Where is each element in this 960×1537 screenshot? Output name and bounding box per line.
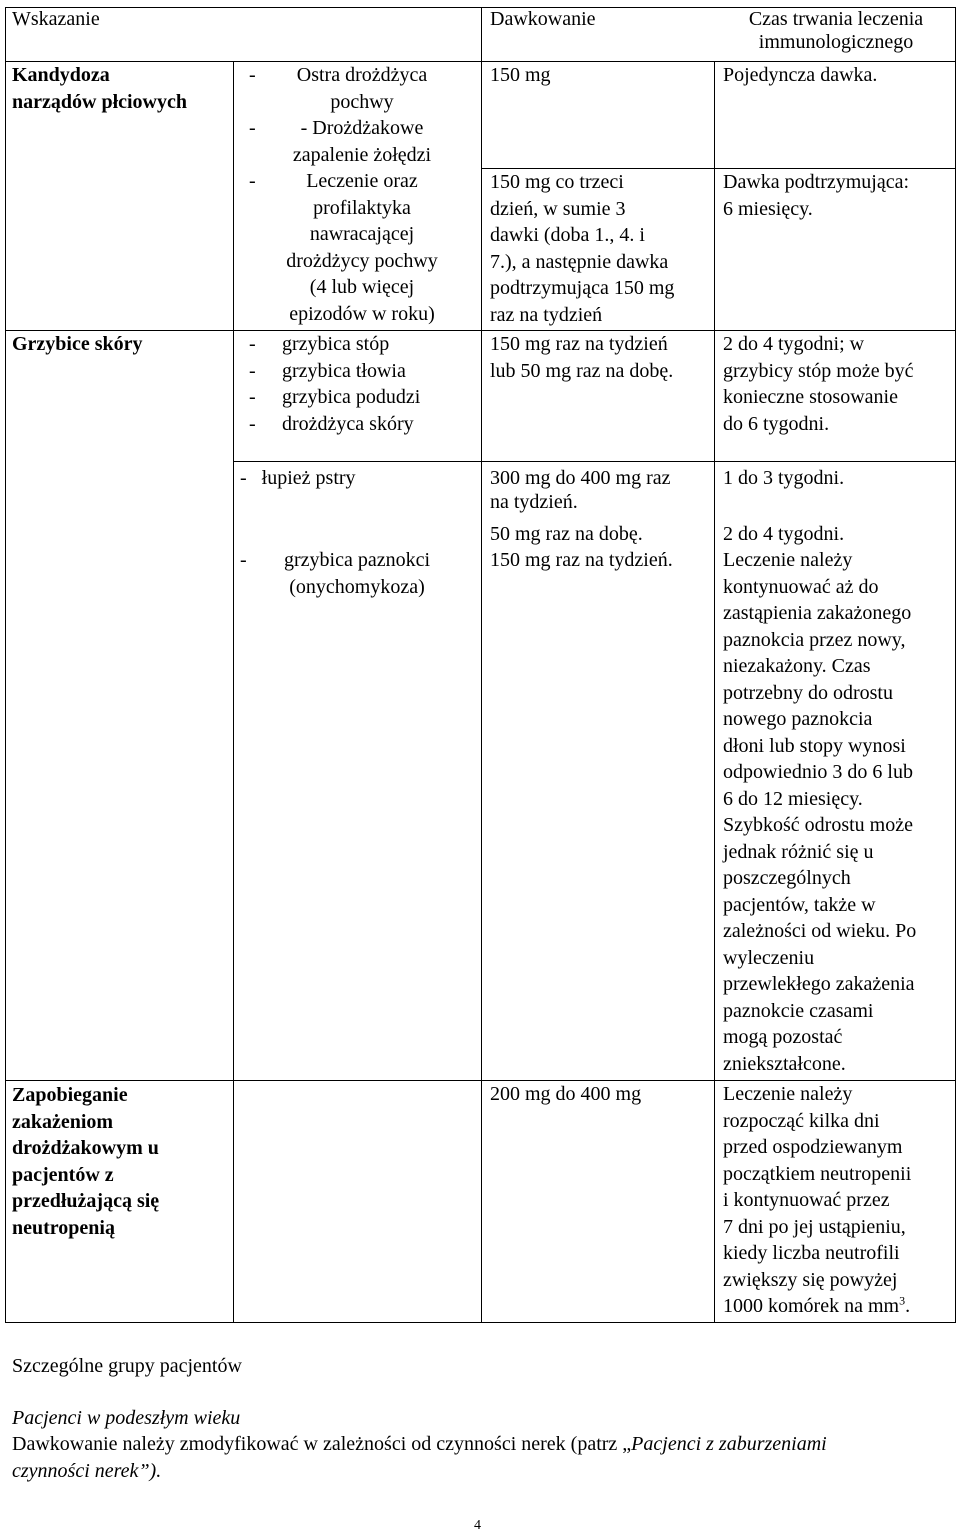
genital-dose-2-line: 150 mg co trzeci — [490, 171, 624, 193]
special-text-part2: ”). — [138, 1459, 162, 1482]
list-item-line: epizodów w roku) — [289, 302, 435, 325]
list-item-text: drożdżyca skóry — [282, 412, 414, 435]
group-genital-line: narządów płciowych — [12, 90, 187, 113]
prevention-duration-line: i kontynuować przez — [723, 1189, 890, 1211]
onycho-duration-line: przewlekłego zakażenia — [723, 973, 915, 995]
pityriasis-item — [240, 465, 356, 492]
pityriasis-duration-1: 1 do 3 tygodni. — [723, 467, 845, 489]
superscript: 3 — [899, 1293, 906, 1308]
list-dash: - — [240, 549, 247, 571]
onycho-duration — [723, 547, 916, 1077]
pityriasis-dose-line: na tydzień. — [490, 490, 578, 513]
genital-dose-1: 150 mg — [490, 64, 551, 86]
onycho-duration-line: jednak różnić się u — [723, 840, 874, 863]
onycho-duration-line: odpowiednio 3 do 6 lub — [723, 761, 913, 783]
list-item-line: drożdżycy pochwy — [286, 249, 438, 272]
header-duration — [720, 6, 952, 55]
special-text-italic1: Pacjenci z zaburzeniami — [631, 1433, 827, 1455]
skin-duration-line: grzybicy stóp może być — [723, 359, 914, 382]
onycho-duration-line: zniekształcone. — [723, 1052, 846, 1075]
list-item-text: grzybica stóp — [282, 333, 390, 355]
prevention-duration-line: Leczenie należy — [723, 1083, 853, 1105]
onycho-duration-line: kontynuować aż do — [723, 575, 879, 598]
skin-dose — [490, 331, 673, 384]
pityriasis-dose-1 — [490, 465, 671, 515]
prevention-duration-last-line — [723, 1293, 911, 1320]
skin-dose-line: 150 mg raz na tydzień — [490, 333, 668, 355]
pityriasis-duration-2: 2 do 4 tygodni. — [723, 523, 845, 545]
prevention-duration-line: przed ospodziewanym — [723, 1136, 903, 1158]
list-dash: - — [249, 64, 256, 86]
group-prevention-line: przedłużającą się — [12, 1190, 160, 1212]
list-dash: - — [249, 170, 256, 192]
onycho-duration-line: dłoni lub stopy wynosi — [723, 734, 906, 757]
page-number: 4 — [474, 1518, 481, 1533]
onycho-duration-line: wyleczeniu — [723, 946, 815, 969]
genital-dose-2-line: raz na tydzień — [490, 303, 603, 326]
prevention-duration — [723, 1081, 911, 1320]
prevention-duration-last: 1000 komórek na mm — [723, 1295, 900, 1317]
skin-duration — [723, 331, 914, 437]
pityriasis-label: łupież pstry — [261, 467, 356, 489]
list-item-line: profilaktyka — [313, 196, 411, 219]
onycho-duration-line: zastąpienia zakażonego — [723, 602, 912, 624]
skin-duration-line: 2 do 4 tygodni; w — [723, 333, 865, 355]
genital-dose-2 — [490, 169, 674, 328]
list-dash: - — [249, 386, 256, 408]
group-skin: Grzybice skóry — [12, 333, 143, 355]
list-dash: - — [249, 333, 256, 355]
group-prevention-line: zakażeniom — [12, 1110, 114, 1133]
list-dash: - — [249, 117, 256, 139]
special-text-italic2: czynności nerek — [12, 1459, 139, 1482]
onycho-line: grzybica paznokci — [283, 549, 431, 571]
genital-duration-2-line: Dawka podtrzymująca: — [723, 171, 910, 193]
onycho-line: (onychomykoza) — [289, 575, 425, 598]
genital-dose-2-line: 7.), a następnie dawka — [490, 250, 669, 273]
onycho-duration-line: niezakażony. Czas — [723, 655, 871, 677]
list-item-text: grzybica podudzi — [282, 386, 421, 408]
prevention-duration-line: rozpocząć kilka dni — [723, 1109, 880, 1132]
list-item-line: (4 lub więcej — [309, 276, 415, 298]
onycho-duration-line: potrzebny do odrostu — [723, 681, 893, 704]
prevention-dose: 200 mg do 400 mg — [490, 1083, 642, 1105]
special-heading: Szczególne grupy pacjentów — [12, 1355, 242, 1377]
genital-duration-2-line: 6 miesięcy. — [723, 197, 813, 220]
header-dosage: Dawkowanie — [490, 8, 596, 30]
prevention-duration-line: początkiem neutropenii — [723, 1162, 912, 1185]
genital-dose-2-line: podtrzymująca 150 mg — [490, 277, 675, 299]
list-item-line: pochwy — [330, 90, 394, 113]
genital-dose-2-line: dzień, w sumie 3 — [490, 197, 626, 220]
onycho-duration-line: zależności od wieku. Po — [723, 920, 917, 942]
pityriasis-dose-2: 50 mg raz na dobę. — [490, 523, 643, 545]
genital-duration-2 — [723, 169, 909, 222]
list-item-line: Ostra drożdżyca — [296, 64, 428, 86]
group-prevention-line: Zapobieganie — [12, 1084, 128, 1106]
onycho-duration-line: 6 do 12 miesięcy. — [723, 787, 863, 810]
special-text-part1: Dawkowanie należy zmodyfikować w zależności od czynności nerek (patrz „ — [12, 1433, 632, 1455]
group-prevention-line: pacjentów z — [12, 1163, 114, 1186]
genital-dose-2-line: dawki (doba 1., 4. i — [490, 224, 645, 246]
onycho-duration-line: poszczególnych — [723, 867, 851, 889]
onycho-duration-line: paznokcia przez nowy, — [723, 628, 906, 651]
group-prevention — [12, 1082, 159, 1241]
prevention-duration-end: . — [905, 1295, 911, 1317]
group-prevention-line: neutropenią — [12, 1216, 115, 1239]
onycho-dose: 150 mg raz na tydzień. — [490, 549, 673, 571]
list-dash: - — [249, 359, 256, 382]
list-dash: - — [240, 467, 247, 489]
onycho-duration-line: pacjentów, także w — [723, 893, 876, 916]
list-item-line: zapalenie żołędzi — [292, 143, 432, 166]
special-subheading: Pacjenci w podeszłym wieku — [12, 1407, 241, 1429]
list-item-text: grzybica tłowia — [282, 359, 406, 382]
group-genital-line: Kandydoza — [12, 64, 110, 86]
skin-duration-line: do 6 tygodni. — [723, 412, 830, 435]
skin-duration-line: konieczne stosowanie — [723, 386, 898, 408]
special-text — [12, 1431, 952, 1484]
prevention-duration-line: 7 dni po jej ustąpieniu, — [723, 1215, 906, 1238]
onycho-duration-line: paznokcie czasami — [723, 999, 874, 1022]
header-indication: Wskazanie — [12, 8, 100, 30]
onycho-duration-line: Leczenie należy — [723, 549, 853, 571]
onycho-duration-line: mogą pozostać — [723, 1026, 843, 1048]
group-genital — [12, 62, 187, 115]
list-item-line: nawracającej — [309, 223, 415, 245]
group-prevention-line: drożdżakowym u — [12, 1137, 159, 1159]
skin-dose-line: lub 50 mg raz na dobę. — [490, 359, 674, 382]
header-duration-line2: immunologicznego — [758, 30, 914, 53]
prevention-duration-line: zwiększy się powyżej — [723, 1268, 898, 1291]
list-dash: - — [249, 412, 256, 435]
pityriasis-dose-line: 300 mg do 400 mg raz — [490, 467, 671, 489]
onycho-duration-line: Szybkość odrostu może — [723, 814, 913, 836]
list-item-line: Leczenie oraz — [306, 170, 418, 192]
header-duration-line1: Czas trwania leczenia — [748, 8, 924, 30]
genital-duration-1: Pojedyncza dawka. — [723, 64, 878, 86]
list-item-line: - Drożdżakowe — [300, 117, 424, 139]
prevention-duration-line: kiedy liczba neutrofili — [723, 1242, 900, 1264]
onycho-duration-line: nowego paznokcia — [723, 708, 873, 730]
